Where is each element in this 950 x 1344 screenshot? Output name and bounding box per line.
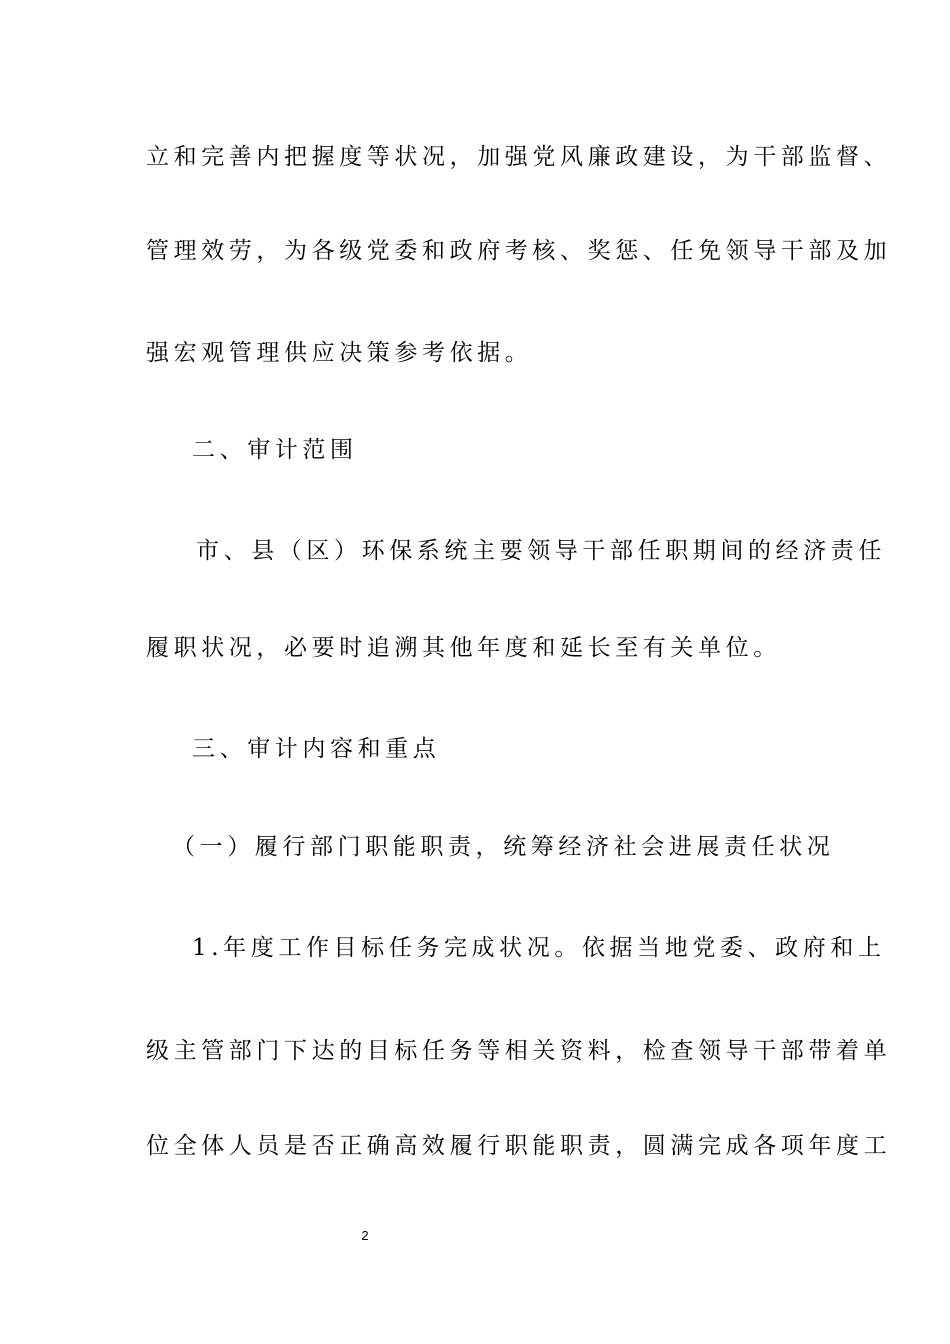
paragraph-line: 履职状况，必要时追溯其他年度和延长至有关单位。 xyxy=(146,635,781,661)
paragraph-line: 1.年度工作目标任务完成状况。依据当地党委、政府和上 xyxy=(192,935,886,961)
section-heading-scope: 二、审计范围 xyxy=(192,437,358,463)
paragraph-line: 级主管部门下达的目标任务等相关资料，检查领导干部带着单 xyxy=(146,1038,892,1064)
page-number: 2 xyxy=(361,1228,369,1243)
paragraph-line: 市、县（区）环保系统主要领导干部任职期间的经济责任 xyxy=(196,538,886,564)
subsection-heading: （一）履行部门职能职责，统筹经济社会进展责任状况 xyxy=(172,834,835,860)
paragraph-line: 强宏观管理供应决策参考依据。 xyxy=(146,340,533,366)
section-heading-content: 三、审计内容和重点 xyxy=(192,736,441,762)
paragraph-line: 立和完善内把握度等状况，加强党风廉政建设，为干部监督、 xyxy=(146,144,892,170)
paragraph-line: 位全体人员是否正确高效履行职能职责，圆满完成各项年度工 xyxy=(146,1133,892,1159)
paragraph-line: 管理效劳，为各级党委和政府考核、奖惩、任免领导干部及加 xyxy=(146,238,892,264)
